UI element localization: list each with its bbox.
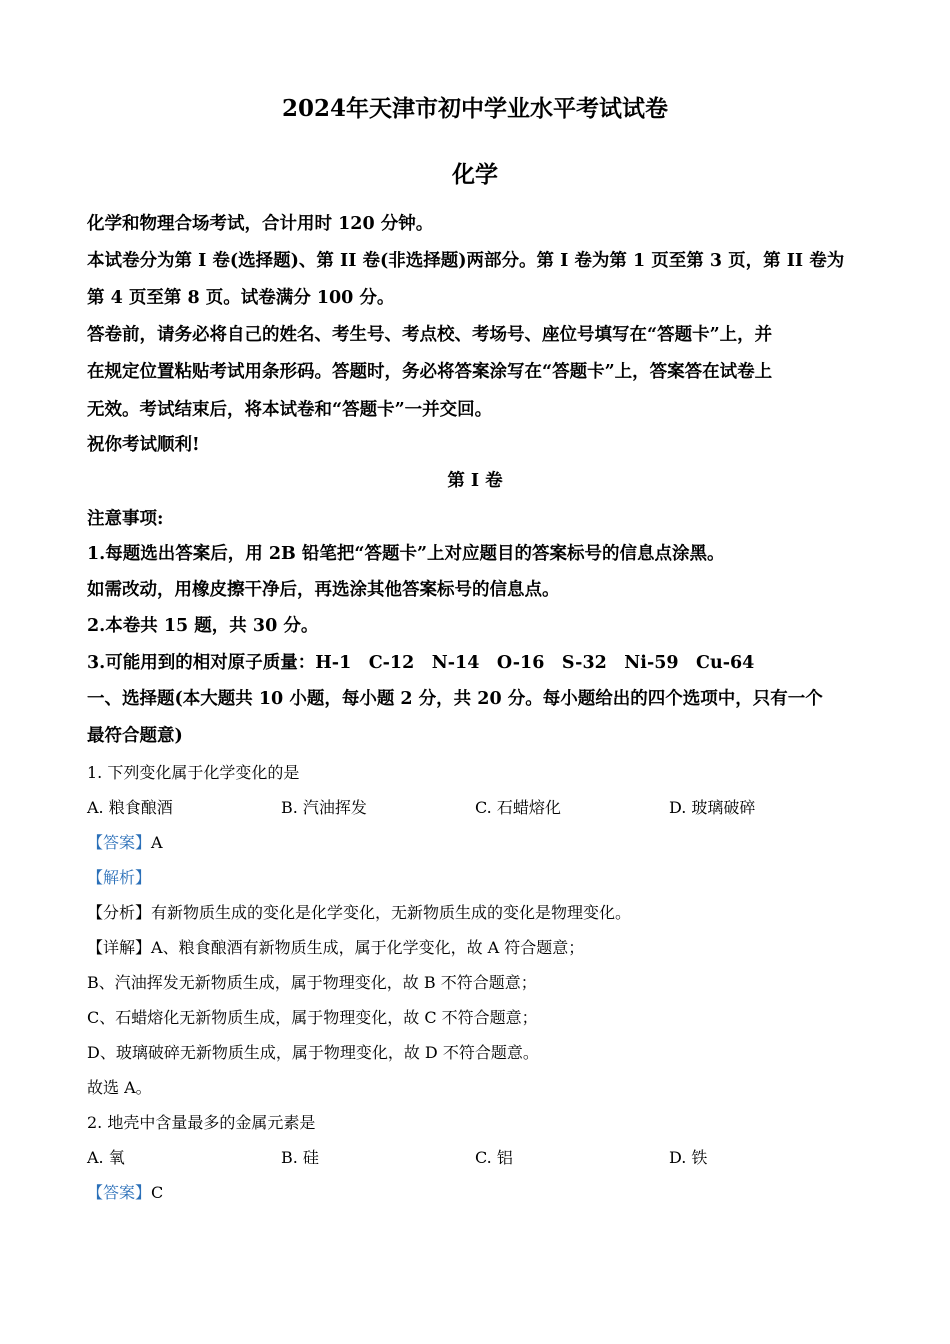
q1-line-d: D、玻璃破碎无新物质生成，属于物理变化，故 D 不符合题意。 <box>87 1043 539 1062</box>
q2-option-c: C. 铝 <box>475 1148 513 1167</box>
xiangjie-tag: 【详解】 <box>87 938 152 957</box>
answer-value: A <box>151 833 163 852</box>
q1-analysis <box>87 865 857 888</box>
fenxi-tag: 【分析】 <box>87 903 152 922</box>
intro-line-5: 在规定位置粘贴考试用条形码。答题时，务必将答案涂写在“答题卡”上，答案答在试卷上 <box>87 362 773 382</box>
page-title: 2024年天津市初中学业水平考试试卷 <box>281 95 668 122</box>
q2-option-d: D. 铁 <box>669 1148 708 1167</box>
q1-line-c: C、石蜡熔化无新物质生成，属于物理变化，故 C 不符合题意； <box>87 1008 538 1027</box>
section-heading: 第 I 卷 <box>447 471 503 491</box>
fenxi-text: 有新物质生成的变化是化学变化，无新物质生成的变化是物理变化。 <box>151 903 632 922</box>
subject-title: 化学 <box>452 161 498 188</box>
q1-option-b: B. 汽油挥发 <box>281 798 367 817</box>
notice-3: 3.可能用到的相对原子质量：H-1 C-12 N-14 O-16 S-32 Ni-59 Cu-64 <box>87 653 755 673</box>
answer-tag: 【答案】 <box>87 1183 152 1202</box>
part-heading-line-2: 最符合题意) <box>87 726 183 746</box>
intro-line-4: 答卷前，请务必将自己的姓名、考生号、考点校、考场号、座位号填写在“答题卡”上，并 <box>87 325 773 345</box>
q2-stem: 2. 地壳中含量最多的金属元素是 <box>87 1113 316 1132</box>
notice-2: 2.本卷共 15 题，共 30 分。 <box>87 616 319 636</box>
q1-answer <box>87 830 857 853</box>
q1-xiangjie <box>87 935 857 958</box>
q1-option-a: A. 粮食酿酒 <box>87 798 173 817</box>
notice-1b: 如需改动，用橡皮擦干净后，再选涂其他答案标号的信息点。 <box>87 580 560 600</box>
notice-title: 注意事项: <box>87 509 164 529</box>
q2-option-b: B. 硅 <box>281 1148 319 1167</box>
answer-value: C <box>151 1183 164 1202</box>
q2-answer <box>87 1180 857 1203</box>
answer-tag: 【答案】 <box>87 833 152 852</box>
analysis-tag: 【解析】 <box>87 868 152 887</box>
intro-line-3: 第 4 页至第 8 页。试卷满分 100 分。 <box>87 288 395 308</box>
intro-line-7: 祝你考试顺利! <box>87 435 200 455</box>
q1-option-d: D. 玻璃破碎 <box>669 798 756 817</box>
part-heading-line-1: 一、选择题(本大题共 10 小题，每小题 2 分，共 20 分。每小题给出的四个选项中，只有一个 <box>87 689 823 709</box>
notice-1: 1.每题选出答案后，用 2B 铅笔把“答题卡”上对应题目的答案标号的信息点涂黑。 <box>87 544 725 564</box>
intro-line-2: 本试卷分为第 I 卷(选择题)、第 II 卷(非选择题)两部分。第 I 卷为第 1 页至第 3 页，第 II 卷为 <box>87 251 845 271</box>
xiangjie-text: A、粮食酿酒有新物质生成，属于化学变化，故 A 符合题意； <box>151 938 585 957</box>
q1-option-c: C. 石蜡熔化 <box>475 798 561 817</box>
q1-line-b: B、汽油挥发无新物质生成，属于物理变化，故 B 不符合题意； <box>87 973 537 992</box>
q1-conclusion: 故选 A。 <box>87 1078 152 1097</box>
q2-option-a: A. 氧 <box>87 1148 125 1167</box>
intro-line-6: 无效。考试结束后，将本试卷和“答题卡”一并交回。 <box>87 400 493 420</box>
intro-line-1: 化学和物理合场考试，合计用时 120 分钟。 <box>87 214 434 234</box>
q1-fenxi <box>87 900 857 923</box>
q1-stem: 1. 下列变化属于化学变化的是 <box>87 763 300 782</box>
